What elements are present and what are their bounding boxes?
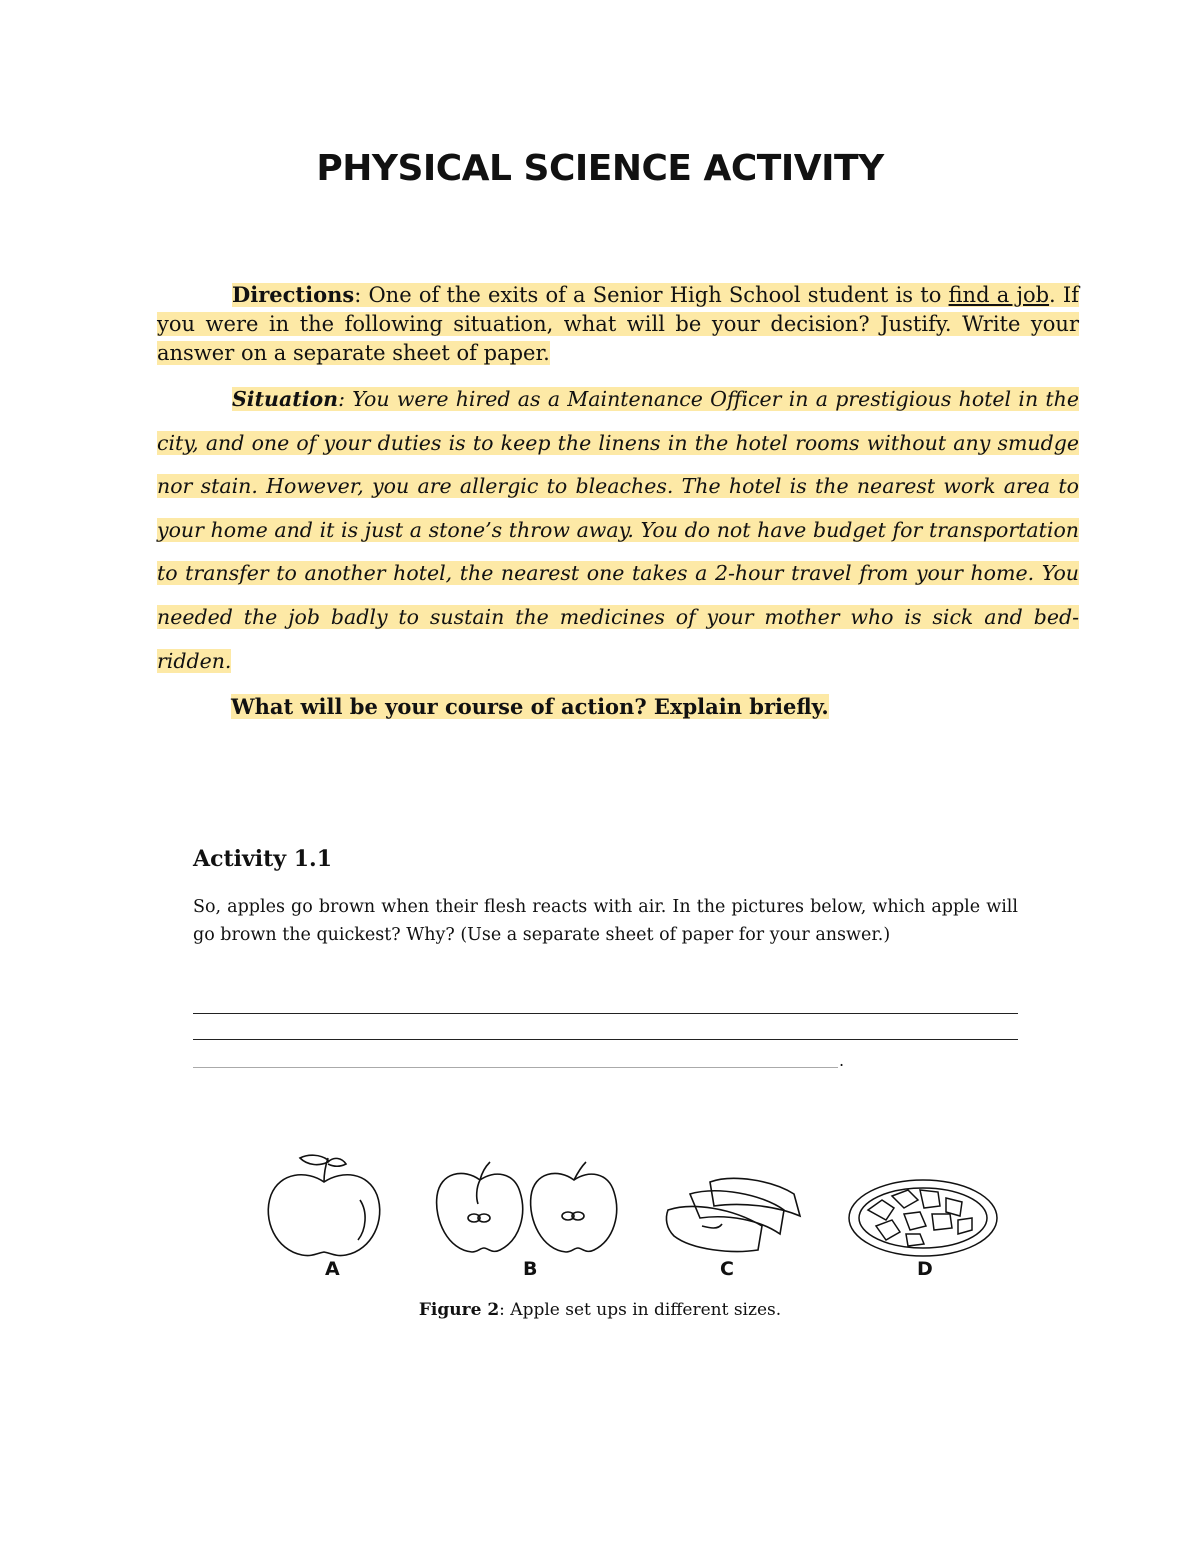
- answer-line: [193, 1013, 1018, 1014]
- activity-title: Activity 1.1: [193, 846, 333, 872]
- figure-caption: [0, 1300, 1200, 1320]
- answer-line-end: .: [839, 1051, 845, 1070]
- figure-label-a: A: [325, 1258, 340, 1280]
- situation-label: Situation: [232, 387, 339, 411]
- directions-text-before: : One of the exits of a Senior High School student is to: [354, 283, 949, 307]
- halved-apple-illustration: [432, 1158, 622, 1258]
- answer-line: [193, 1039, 1018, 1040]
- whole-apple-illustration: [262, 1150, 387, 1260]
- figure-label-d: D: [917, 1258, 933, 1280]
- figure-caption-text: : Apple set ups in different sizes.: [499, 1300, 782, 1320]
- figure-label-b: B: [523, 1258, 538, 1280]
- directions-paragraph: [157, 280, 1079, 368]
- figure-caption-label: Figure 2: [418, 1300, 500, 1320]
- apple-slices-illustration: [662, 1172, 812, 1257]
- course-of-action-question: [231, 694, 829, 719]
- situation-text: : You were hired as a Maintenance Officer in a prestigious hotel in the city, and one of your duties is to keep the linens in the hotel rooms without any smudge nor stain. However, you are allergic to bleaches. The hotel is the nearest work area to your home and it is just a stone’s throw away. You do not have budget for transportation to transfer to another hotel, the nearest one takes a 2-hour travel from your home. You needed the job badly to sustain the medicines of your mother who is sick and bed-ridden.: [157, 387, 1079, 673]
- activity-text: So, apples go brown when their flesh reacts with air. In the pictures below, which apple will go brown the quickest? Why? (Use a separate sheet of paper for your answer.): [193, 897, 1018, 945]
- question-text: What will be your course of action? Explain briefly.: [231, 694, 829, 719]
- figure-label-c: C: [720, 1258, 734, 1280]
- chopped-apple-plate-illustration: [846, 1174, 1000, 1260]
- answer-line: [193, 1067, 838, 1068]
- page-title: PHYSICAL SCIENCE ACTIVITY: [316, 148, 884, 189]
- directions-underlined: find a job: [948, 283, 1050, 307]
- situation-paragraph: [157, 378, 1079, 683]
- directions-label: Directions: [232, 282, 355, 307]
- directions-text-after: . If you were in the following situation, what will be your decision? Justify. Write your answer on a separate sheet of paper.: [157, 283, 1079, 365]
